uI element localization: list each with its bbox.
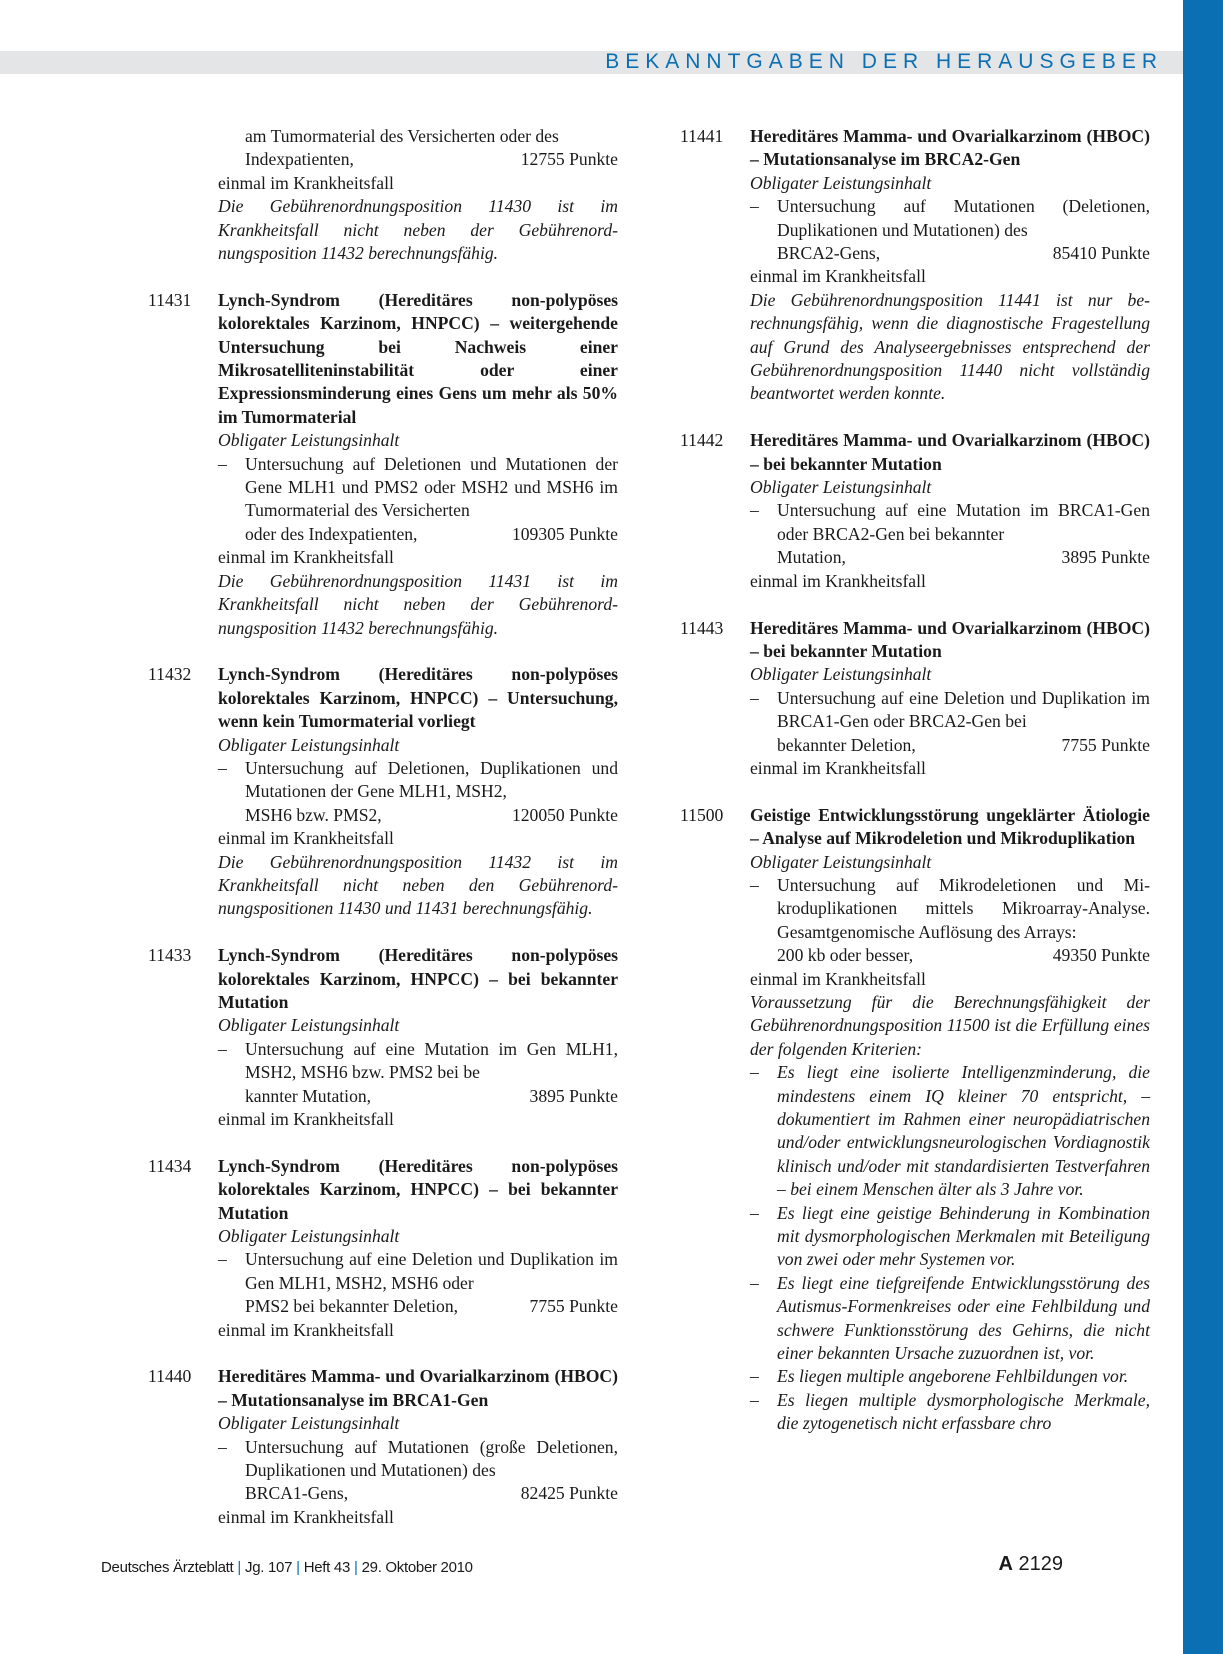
fee-title: Lynch-Syndrom (Hereditäres non-polypöses kolorektales Karzinom, HNPCC) – bei bekannter Mutation xyxy=(218,945,618,1012)
fee-number: 11442 xyxy=(680,430,724,451)
volume: Jg. 107 xyxy=(245,1559,293,1576)
fee-title: Hereditäres Mamma- und Ovarialkarzinom (HBOC) – bei bekannter Mutation xyxy=(750,617,1150,661)
points: 3895 Punkte xyxy=(529,1085,618,1106)
issue-date: 29. Oktober 2010 xyxy=(361,1559,473,1576)
fee-number: 11431 xyxy=(148,289,192,310)
fee-entry xyxy=(148,289,618,640)
obligatory-label: Obligater Leistungsinhalt xyxy=(750,477,932,498)
points: 7755 Punkte xyxy=(1061,734,1150,755)
fee-number: 11441 xyxy=(680,126,724,146)
issue: Heft 43 xyxy=(303,1559,350,1576)
fee-number: 11440 xyxy=(148,1366,192,1387)
fee-number: 11433 xyxy=(148,945,192,966)
points: 7755 Punkte xyxy=(529,1296,618,1317)
obligatory-label: Obligater Leistungsinhalt xyxy=(218,734,400,755)
obligatory-label: Obligater Leistungsinhalt xyxy=(218,1015,400,1036)
service-item: – Untersuchung auf eine Deletion und Duplikation im BRCA1-Gen oder BRCA2-Gen bei bekannter Deletion, 7755 Punkte xyxy=(750,687,1150,757)
fee-entry xyxy=(148,944,618,1131)
frequency: einmal im Krankheitsfall xyxy=(750,570,926,591)
criterion-item: – Es liegt eine isolierte Intelligenzminderung, die mindestens einem IQ kleiner 70 entspricht, – dokumentiert im Rahmen einer neuropädiatrischen und/oder entwicklungsneurologischen Vordiagnostik klinisch und/oder mit standardisierten Testverfahren – bei einem Menschen älter als 3 Jahre vor. xyxy=(750,1062,1150,1200)
fee-title: Lynch-Syndrom (Hereditäres non-polypöses kolorektales Karzinom, HNPCC) – bei bekannter Mutation xyxy=(218,1155,618,1223)
frequency: einmal im Krankheitsfall xyxy=(218,1319,394,1340)
fee-number: 11434 xyxy=(148,1155,192,1176)
fee-title: Geistige Entwicklungsstörung ungeklärter Ätiologie – Analyse auf Mikrodeletion und Mikroduplikation xyxy=(750,804,1150,849)
journal-name: Deutsches Ärzteblatt xyxy=(101,1559,234,1576)
fee-number: 11500 xyxy=(680,804,724,825)
criterion-item: – Es liegt eine geistige Behinderung in Kombination mit dysmorphologischen Merkmalen mit Beteiligung von zwei oder mehr Systemen vor. xyxy=(750,1202,1150,1270)
note: Die Gebührenordnungsposition 11432 ist im Krankheitsfall nicht neben den Gebührenordnungspositionen 11430 und 11431 berechnungsfähig. xyxy=(218,851,618,919)
fee-title: Hereditäres Mamma- und Ovarialkarzinom (HBOC) – Mutationsanalyse im BRCA1-Gen xyxy=(218,1366,618,1410)
right-edge-bar xyxy=(1183,0,1223,1654)
obligatory-label: Obligater Leistungsinhalt xyxy=(218,1226,400,1247)
obligatory-label: Obligater Leistungsinhalt xyxy=(218,430,400,451)
section-title: BEKANNTGABEN DER HERAUSGEBER xyxy=(605,50,1163,73)
fee-entry xyxy=(148,1155,618,1342)
service-item: – Untersuchung auf eine Mutation im BRCA1-Gen oder BRCA2-Gen bei bekannter Mutation, 3895 Punkte xyxy=(750,499,1150,569)
service-item: – Untersuchung auf Mutationen (große Deletionen, Duplikationen und Mutationen) des BRCA1-Gens, 82425 Punkte xyxy=(218,1436,618,1506)
points: 12755 Punkte xyxy=(520,149,618,170)
frequency: einmal im Krankheitsfall xyxy=(750,266,926,287)
service-item: – Untersuchung auf Deletionen und Mutationen der Gene MLH1 und PMS2 oder MSH2 und MSH6 im Tumormaterial des Versicherten oder des Indexpatienten, 109305 Punkte xyxy=(218,453,618,547)
note: Die Gebührenordnungsposition 11430 ist im Krankheitsfall nicht neben der Gebührenordnungsposition 11432 berechnungsfähig. xyxy=(218,196,618,264)
frequency: einmal im Krankheitsfall xyxy=(218,172,394,193)
separator: | xyxy=(296,1559,300,1576)
criterion-item: – Es liegen multiple dysmorphologische Merkmale, die zytogenetisch nicht erfassbare chro xyxy=(750,1389,1150,1434)
frequency: einmal im Krankheitsfall xyxy=(218,1506,394,1527)
fee-entry xyxy=(680,617,1150,781)
separator: | xyxy=(354,1559,358,1576)
fee-title: Hereditäres Mamma- und Ovarialkarzinom (HBOC) – bei bekannter Mutation xyxy=(750,430,1150,474)
frequency: einmal im Krankheitsfall xyxy=(218,1109,394,1130)
fee-number: 11443 xyxy=(680,617,724,638)
fee-number: 11432 xyxy=(148,664,192,685)
service-item: – Untersuchung auf eine Deletion und Duplikation im Gen MLH1, MSH2, MSH6 oder PMS2 bei bekannter Deletion, 7755 Punkte xyxy=(218,1248,618,1318)
continuation-line: am Tumormaterial des Versicherten oder des xyxy=(245,126,559,146)
service-item: – Untersuchung auf Mikrodeletionen und Mikroduplikationen mittels Mikroarray-Analyse. Gesamtgenomische Auflösung des Arrays: 200 kb oder besser, 49350 Punkte xyxy=(750,874,1150,968)
fee-entry xyxy=(680,804,1150,1436)
service-item: – Untersuchung auf Mutationen (Deletionen, Duplikationen und Mutationen) des BRCA2-Gens, 85410 Punkte xyxy=(750,195,1150,265)
page-prefix: A xyxy=(998,1553,1013,1575)
page-number-value: 2129 xyxy=(1018,1553,1063,1575)
note: Die Gebührenordnungsposition 11431 ist im Krankheitsfall nicht neben der Gebührenordnungsposition 11432 berechnungsfähig. xyxy=(218,570,618,638)
fee-entry xyxy=(680,429,1150,593)
fee-title: Lynch-Syndrom (Hereditäres non-polypöses kolorektales Karzinom, HNPCC) – Untersuchung, wenn kein Tumormaterial vorliegt xyxy=(218,664,618,732)
points: 3895 Punkte xyxy=(1061,547,1150,568)
continuation-line: Indexpatienten, xyxy=(245,149,354,170)
footer-citation xyxy=(101,1559,473,1576)
points: 85410 Punkte xyxy=(1052,243,1150,264)
fee-entry xyxy=(148,1365,618,1529)
continuation-block xyxy=(148,125,618,265)
criterion-item: – Es liegen multiple angeborene Fehlbildungen vor. xyxy=(750,1366,1129,1387)
frequency: einmal im Krankheitsfall xyxy=(750,757,926,778)
fee-title: Hereditäres Mamma- und Ovarialkarzinom (HBOC) – Mutationsanalyse im BRCA2-Gen xyxy=(750,126,1150,170)
fee-entry xyxy=(680,125,1150,406)
service-item: – Untersuchung auf eine Mutation im Gen MLH1, MSH2, MSH6 bzw. PMS2 bei be kannter Mutation, 3895 Punkte xyxy=(218,1038,618,1108)
frequency: einmal im Krankheitsfall xyxy=(218,828,394,849)
obligatory-label: Obligater Leistungsinhalt xyxy=(218,1413,400,1434)
left-column xyxy=(148,125,618,1553)
obligatory-label: Obligater Leistungsinhalt xyxy=(750,664,932,685)
right-column xyxy=(680,125,1150,1459)
fee-title: Lynch-Syndrom (Hereditäres non-polypöses kolorektales Karzinom, HNPCC) – weitergehende Untersuchung bei Nachweis einer Mikrosatelliteninstabilität oder einer Expressionsminderung eines Gens um mehr als 50% im Tumormaterial xyxy=(218,289,618,427)
note: Die Gebührenordnungsposition 11441 ist nur berechnungsfähig, wenn die diagnostische Fragestellung auf Grund des Analyseergebnisses entsprechend der Gebührenordnungsposition 11440 nicht vollständig beantwortet werden konnte. xyxy=(750,289,1150,404)
service-item: – Untersuchung auf Deletionen, Duplikationen und Mutationen der Gene MLH1, MSH2, MSH6 bzw. PMS2, 120050 Punkte xyxy=(218,757,618,827)
criterion-item: – Es liegt eine tiefgreifende Entwicklungsstörung des Autismus-Formenkreises oder eine Fehlbildung und schwere Funktionsstörung des Gehirns, die nicht einer bekannten Ursache zuzuordnen ist, vor. xyxy=(750,1272,1150,1364)
obligatory-label: Obligater Leistungsinhalt xyxy=(750,172,932,193)
fee-entry xyxy=(148,663,618,920)
points: 120050 Punkte xyxy=(511,804,618,825)
points: 82425 Punkte xyxy=(520,1483,618,1504)
points: 109305 Punkte xyxy=(511,523,618,544)
page-number xyxy=(998,1553,1063,1576)
points: 49350 Punkte xyxy=(1052,945,1150,966)
frequency: einmal im Krankheitsfall xyxy=(218,547,394,568)
note: Voraussetzung für die Berechnungsfähigkeit der Gebührenordnungsposition 11500 ist die Erfüllung eines der folgenden Kriterien: xyxy=(750,991,1150,1059)
obligatory-label: Obligater Leistungsinhalt xyxy=(750,851,932,872)
separator: | xyxy=(237,1559,242,1576)
frequency: einmal im Krankheitsfall xyxy=(750,968,926,989)
